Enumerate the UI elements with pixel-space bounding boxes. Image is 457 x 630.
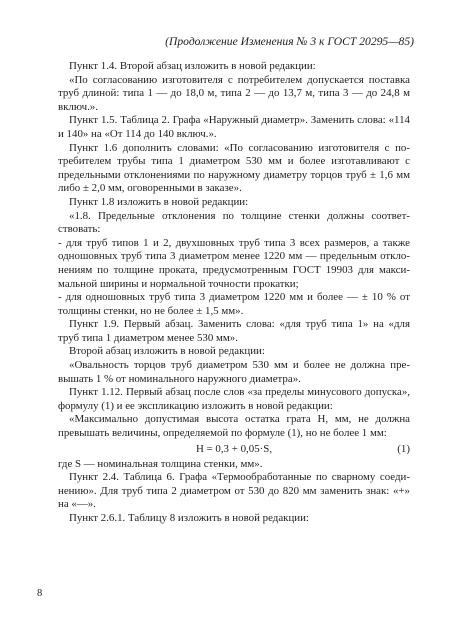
page-number: 8 xyxy=(37,588,43,599)
paragraph: где S — номинальная толщина стенки, мм». xyxy=(58,457,263,470)
formula-line xyxy=(58,441,410,458)
paragraph: - для труб типов 1 и 2, двухшовных труб типа 3 всех размеров, а также одношовных труб типа 3 диаметром менее 1220 мм — предельным отклонениям по толщине проката, предусмотренным ГОСТ 19903 для максимальной ширины и нормальной точности прокатки; xyxy=(58,236,410,290)
formula-number: (1) xyxy=(397,442,410,455)
paragraph: - для одношовных труб типа 3 диаметром 1220 мм и более — ± 10 % от толщины стенки, но не более ± 1,5 мм». xyxy=(58,291,410,317)
paragraph: Второй абзац изложить в новой редакции: xyxy=(69,345,265,358)
paragraph: «По согласованию изготовителя с потребителем допускается поставка труб длиной: типа 1 — до 18,0 м, типа 2 — до 13,7 м, типа 3 — до 24,8 м включ.». xyxy=(58,73,410,113)
paragraph: Пункт 1.9. Первый абзац. Заменить слова: «для труб типа 1» на «для труб типа 1 диаметром менее 530 мм». xyxy=(58,318,410,344)
paragraph: «Максимально допустимая высота остатка грата H, мм, не должна превышать величины, определяемой по формуле (1), но не более 1 мм: xyxy=(58,413,410,440)
paragraph: Пункт 1.4. Второй абзац изложить в новой редакции: xyxy=(69,60,316,72)
paragraph: Пункт 2.4. Таблица 6. Графа «Термообработанные по сварному соединению». Для труб типа 2 диаметром от 530 до 820 мм заменить знак: «+» на «—». xyxy=(58,471,410,511)
paragraph: Пункт 1.5. Таблица 2. Графа «Наружный диаметр». Заменить слова: «114 и 140» на «От 114 до 140 включ.». xyxy=(58,114,410,140)
paragraph: «1.8. Предельные отклонения по толщине стенки должны соответствовать: xyxy=(58,209,410,236)
paragraph: Пункт 1.6 дополнить словами: «По согласованию изготовителя с потребителем трубы типа 1 диаметром 530 мм и более изготавливают с предельными отклонениями по наружному диаметру торцов труб ± 1,6 мм либо ± 2,0 мм, оговоренными в заказе». xyxy=(58,141,410,195)
paragraph: «Овальность торцов труб диаметром 530 мм и более не должна превышать 1 % от номинального наружного диаметра». xyxy=(58,359,410,385)
document-body xyxy=(58,60,410,526)
paragraph: Пункт 2.6.1. Таблицу 8 изложить в новой редакции: xyxy=(69,512,309,524)
paragraph: Пункт 1.8 изложить в новой редакции: xyxy=(69,195,249,208)
formula-expression: H = 0,3 + 0,05·S, xyxy=(195,442,273,455)
paragraph: Пункт 1.12. Первый абзац после слов «за пределы минусового допуска», формулу (1) и ее экспликацию изложить в новой редакции: xyxy=(58,386,410,412)
page-header: (Продолжение Изменения № 3 к ГОСТ 20295—85) xyxy=(165,35,414,48)
